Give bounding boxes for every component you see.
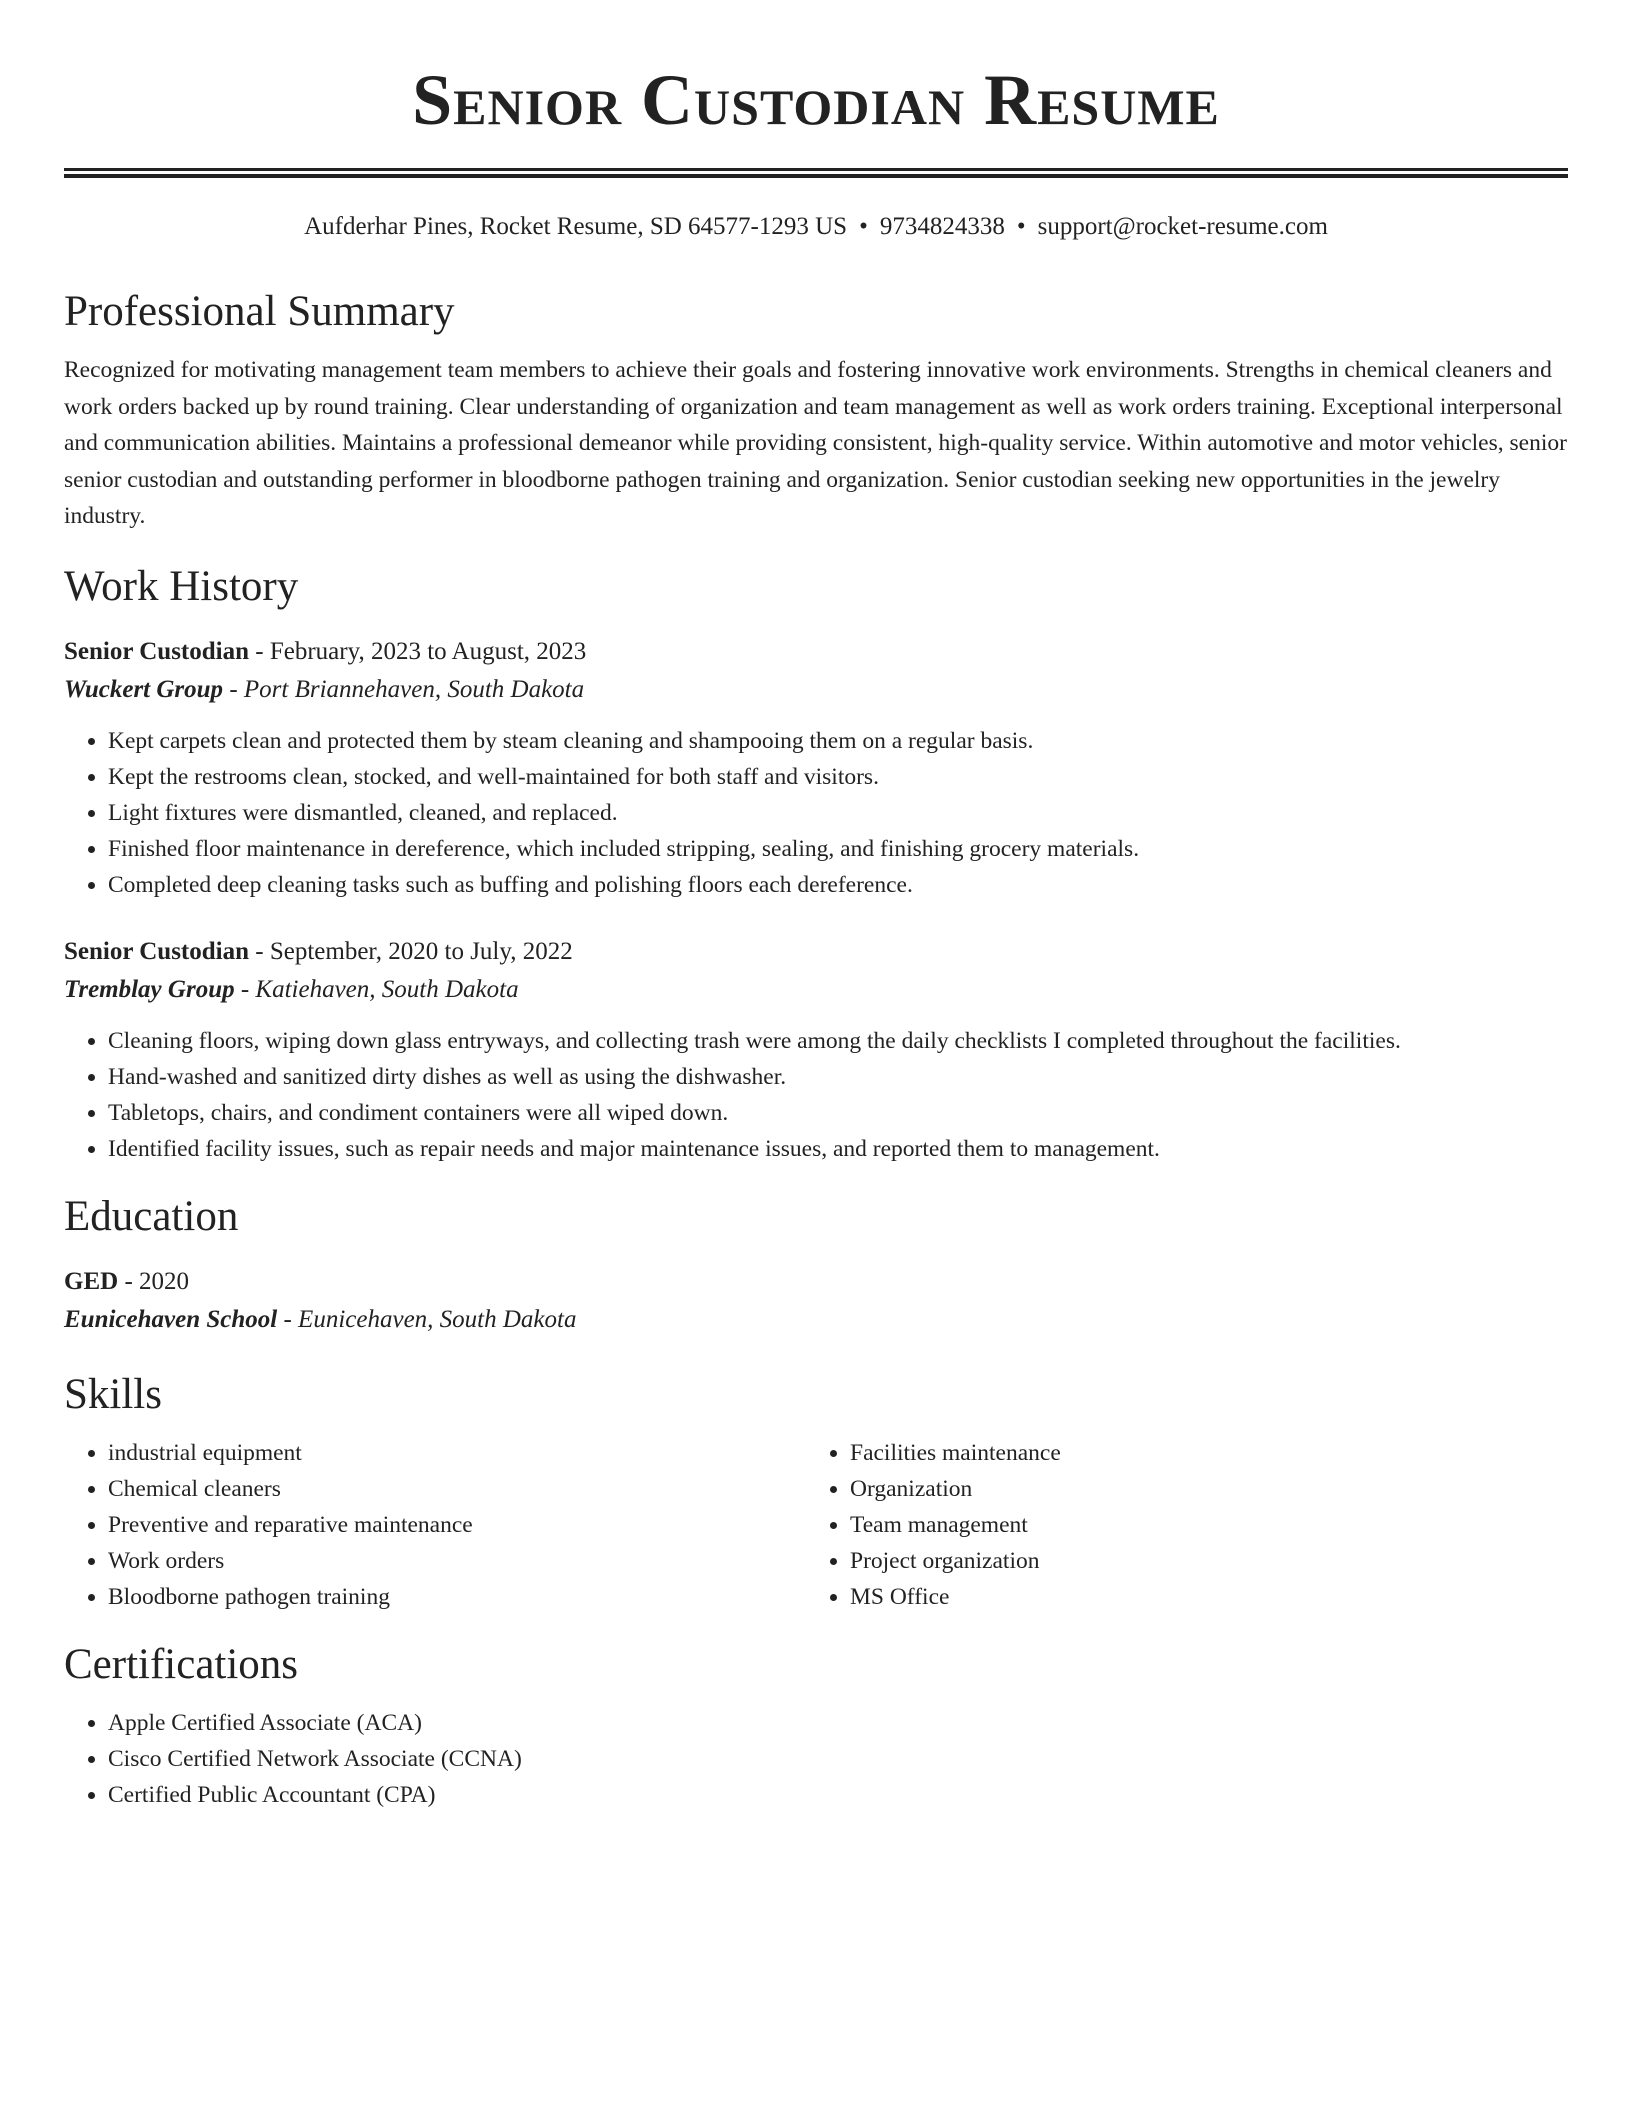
summary-text: Recognized for motivating management team members to achieve their goals and fostering innovative work environments. Strengths in chemical cleaners and work orders backed up by round training. Clear understanding of organization and team management as well as work orders training. Exceptional interpersonal and communication abilities. Maintains a professional demeanor while providing consistent, high-quality service. Within automotive and motor vehicles, senior senior custodian and outstanding performer in bloodborne pathogen training and organization. Senior custodian seeking new opportunities in the jewelry industry. <box>64 357 1567 530</box>
summary-heading: Professional Summary <box>64 288 455 335</box>
contact-email: support@rocket-resume.com <box>1037 213 1328 240</box>
list-item: • Finished floor maintenance in dereference, which included stripping, sealing, and finishing grocery materials. <box>108 831 1568 867</box>
contact-separator: • <box>1016 213 1026 240</box>
job-dates: - February, 2023 to August, 2023 <box>249 637 587 665</box>
job-entry <box>64 933 1568 1167</box>
work-history-heading: Work History <box>64 562 299 610</box>
page-title: Senior Custodian Resume <box>412 60 1220 140</box>
list-item: • industrial equipment <box>108 1435 806 1471</box>
job-company-line <box>64 971 1568 1009</box>
list-item: • Certified Public Accountant (CPA) <box>108 1777 1568 1813</box>
list-item: • Tabletops, chairs, and condiment containers were all wiped down. <box>108 1095 1568 1131</box>
school-line <box>64 1301 1568 1339</box>
list-item: • Team management <box>850 1507 1548 1543</box>
graduation-year: - 2020 <box>118 1267 190 1295</box>
list-item: • Completed deep cleaning tasks such as buffing and polishing floors each dereference. <box>108 867 1568 903</box>
school-location: - Eunicehaven, South Dakota <box>277 1305 577 1333</box>
list-item: • Organization <box>850 1471 1548 1507</box>
degree-line <box>64 1263 1568 1301</box>
list-item: • Facilities maintenance <box>850 1435 1548 1471</box>
list-item: • Apple Certified Associate (ACA) <box>108 1705 1568 1741</box>
job-dates: - September, 2020 to July, 2022 <box>249 937 573 965</box>
list-item: • Bloodborne pathogen training <box>108 1579 806 1615</box>
job-title-line <box>64 933 1568 971</box>
list-item: • Kept carpets clean and protected them by steam cleaning and shampooing them on a regular basis. <box>108 723 1568 759</box>
contact-address: Aufderhar Pines, Rocket Resume, SD 64577-1293 US <box>304 213 848 240</box>
skills-list-right <box>806 1435 1548 1615</box>
list-item: • Cleaning floors, wiping down glass entryways, and collecting trash were among the daily checklists I completed throughout the facilities. <box>108 1023 1568 1059</box>
skills-columns <box>64 1435 1568 1615</box>
list-item: • Work orders <box>108 1543 806 1579</box>
education-heading: Education <box>64 1192 239 1240</box>
job-company: Tremblay Group <box>64 975 235 1003</box>
skills-list-left <box>64 1435 806 1615</box>
certifications-list <box>64 1705 1568 1813</box>
degree: GED <box>64 1267 119 1295</box>
list-item: • Identified facility issues, such as repair needs and major maintenance issues, and reported them to management. <box>108 1131 1568 1167</box>
job-entry <box>64 633 1568 903</box>
job-title: Senior Custodian <box>64 937 250 965</box>
job-company-line <box>64 671 1568 709</box>
list-item: • Chemical cleaners <box>108 1471 806 1507</box>
title-divider <box>64 168 1568 178</box>
contact-separator: • <box>859 213 868 240</box>
list-item: • Cisco Certified Network Associate (CCNA) <box>108 1741 1568 1777</box>
job-location: - Katiehaven, South Dakota <box>234 975 519 1003</box>
skills-heading: Skills <box>64 1370 162 1418</box>
list-item: • Project organization <box>850 1543 1548 1579</box>
contact-line <box>64 212 1568 242</box>
job-duties-list <box>64 723 1568 903</box>
certifications-heading: Certifications <box>64 1640 299 1688</box>
job-title-line <box>64 633 1568 671</box>
list-item: • Light fixtures were dismantled, cleaned, and replaced. <box>108 795 1568 831</box>
education-entry <box>64 1263 1568 1339</box>
contact-phone: 9734824338 <box>879 213 1005 240</box>
job-company: Wuckert Group <box>64 675 224 703</box>
list-item: • Preventive and reparative maintenance <box>108 1507 806 1543</box>
list-item: • Hand-washed and sanitized dirty dishes as well as using the dishwasher. <box>108 1059 1568 1095</box>
job-duties-list <box>64 1023 1568 1167</box>
job-title: Senior Custodian <box>64 637 250 665</box>
school-name: Eunicehaven School <box>64 1305 278 1333</box>
list-item: • MS Office <box>850 1579 1548 1615</box>
list-item: • Kept the restrooms clean, stocked, and well-maintained for both staff and visitors. <box>108 759 1568 795</box>
job-location: - Port Briannehaven, South Dakota <box>223 675 585 703</box>
